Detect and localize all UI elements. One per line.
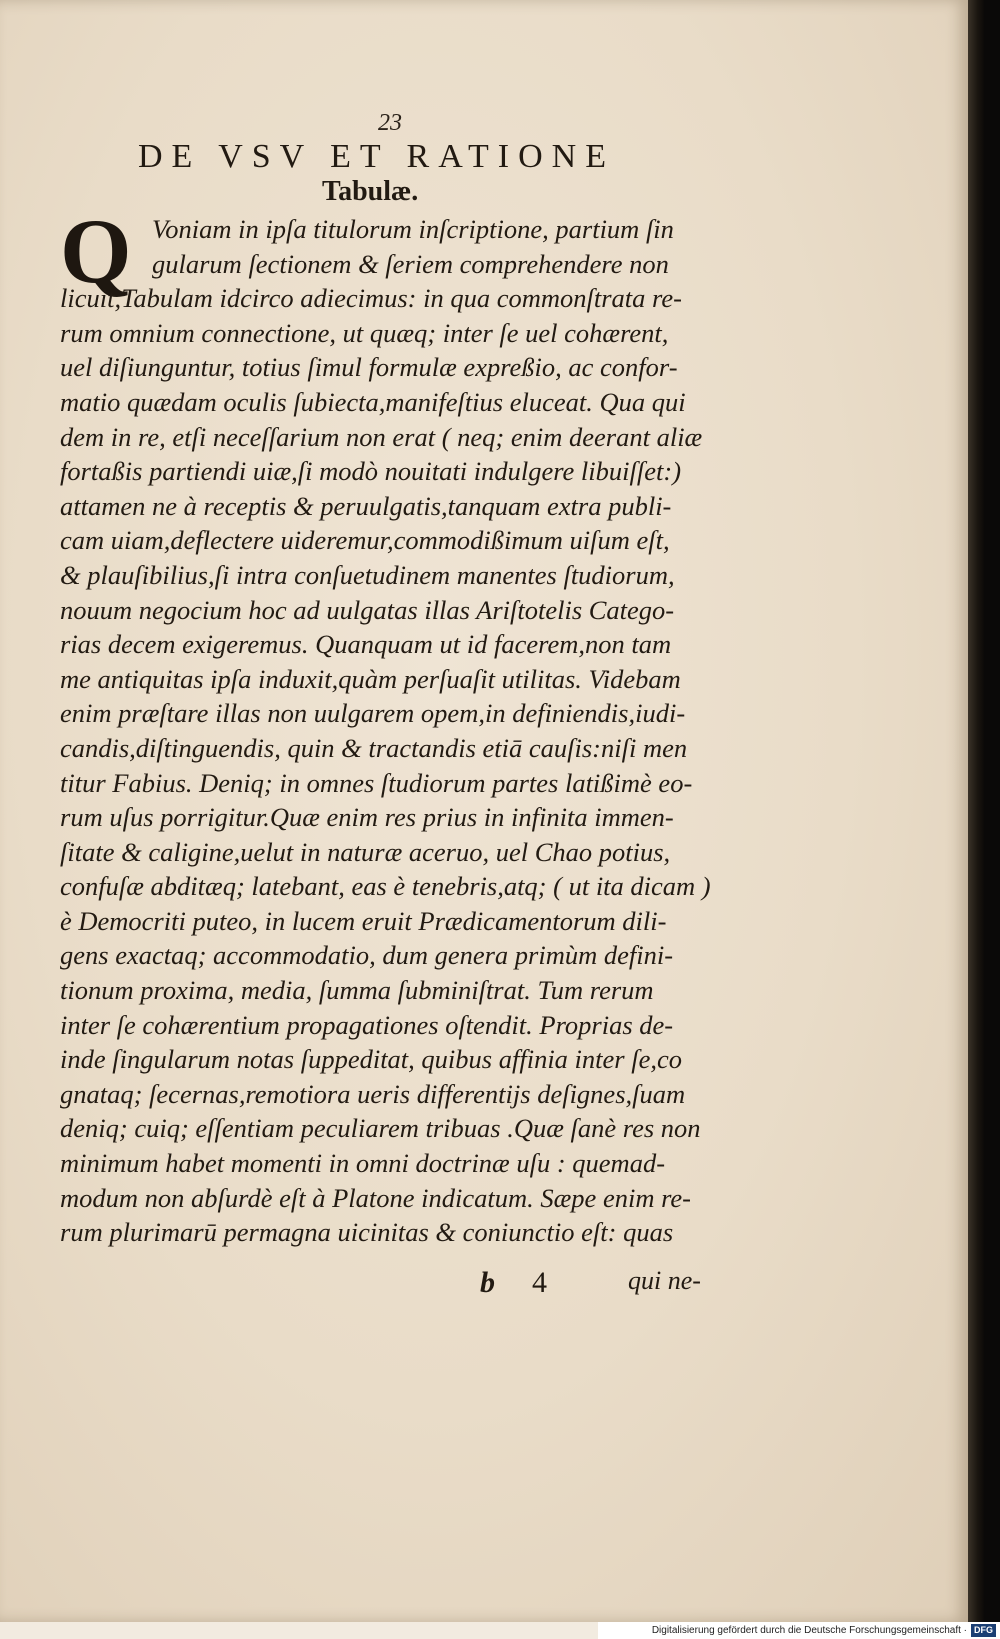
text-line: candis,diſtinguendis, quin & tractandis etiā cauſis:niſi men: [60, 732, 688, 763]
text-line: rum omnium connectione, ut quæq; inter ſe uel cohærent,: [60, 317, 669, 348]
text-line: confuſæ abditæq; latebant, eas è tenebris,atq; ( ut ita dicam ): [60, 871, 711, 902]
digitization-footer: [598, 1622, 1000, 1639]
folio-number: 23: [378, 110, 402, 136]
text-line: inter ſe cohærentium propagationes oſtendit. Proprias de-: [60, 1009, 674, 1040]
text-line: deniq; cuiq; eſſentiam peculiarem tribuas .Quæ ſanè res non: [60, 1113, 701, 1144]
text-line: titur Fabius. Deniq; in omnes ſtudiorum partes latißimè eo-: [60, 767, 693, 798]
text-line: me antiquitas ipſa induxit,quàm perſuaſit utilitas. Videbam: [60, 663, 681, 694]
drop-cap-initial: Q: [60, 200, 132, 302]
text-line: attamen ne à receptis & peruulgatis,tanquam extra publi-: [60, 490, 672, 521]
text-line: Voniam in ipſa titulorum inſcriptione, partium ſin: [152, 214, 674, 244]
catchword: qui ne-: [628, 1266, 701, 1295]
footer-credit: Digitalisierung gefördert durch die Deutsche Forschungsgemeinschaft ·: [651, 1625, 967, 1636]
text-line: minimum habet momenti in omni doctrinæ uſu : quemad-: [60, 1148, 666, 1179]
text-line: gens exactaq; accommodatio, dum genera primùm defini-: [60, 940, 674, 971]
text-line: ſitate & caligine,uelut in naturæ aceruo, uel Chao potius,: [60, 836, 671, 867]
signature-number: 4: [532, 1266, 547, 1299]
text-line: & plauſibilius,ſi intra conſuetudinem manentes ſtudiorum,: [60, 559, 675, 590]
text-line: gnataq; ſecernas,remotiora ueris differentijs deſignes,ſuam: [60, 1078, 686, 1109]
text-line: cam uiam,deflectere uideremur,commodißimum uiſum eſt,: [60, 525, 670, 556]
page-subheading: Tabulæ.: [322, 176, 419, 207]
text-line: inde ſingularum notas ſuppeditat, quibus affinia inter ſe,co: [60, 1044, 682, 1075]
page-gutter-shadow: [968, 0, 984, 1639]
text-line: rum uſus porrigitur.Quæ enim res prius in infinita immen-: [60, 802, 674, 833]
signature-letter: b: [480, 1266, 495, 1299]
dfg-logo: DFG: [971, 1624, 996, 1637]
text-line: rias decem exigeremus. Quanquam ut id facerem,non tam: [60, 629, 672, 660]
text-line: dem in re, etſi neceſſarium non erat ( neq; enim deerant aliæ: [60, 421, 703, 452]
page-heading: DE VSV ET RATIONE: [138, 138, 615, 175]
text-line: è Democriti puteo, in lucem eruit Prædicamentorum dili-: [60, 905, 667, 936]
text-line: modum non abſurdè eſt à Platone indicatum. Sæpe enim re-: [60, 1182, 691, 1213]
body-text: [60, 200, 711, 1250]
text-line: tionum proxima, media, ſumma ſubminiſtrat. Tum rerum: [60, 975, 654, 1006]
text-line: rum plurimarū permagna uicinitas & coniunctio eſt: quas: [60, 1217, 674, 1248]
scan-border: [984, 0, 1000, 1639]
text-line: fortaßis partiendi uiæ,ſi modò nouitati indulgere libuiſſet:): [60, 456, 682, 487]
text-line: gularum ſectionem & ſeriem comprehendere non: [152, 248, 669, 279]
text-line: matio quædam oculis ſubiecta,manifeſtius eluceat. Qua qui: [60, 386, 686, 417]
text-line: nouum negocium hoc ad uulgatas illas Ariſtotelis Catego-: [60, 594, 675, 625]
text-line: licuit,Tabulam idcirco adiecimus: in qua commonſtrata re-: [60, 283, 682, 314]
text-line: uel diſiunguntur, totius ſimul formulæ expreßio, ac confor-: [60, 352, 678, 383]
text-line: enim præſtare illas non uulgarem opem,in definiendis,iudi-: [60, 698, 686, 729]
